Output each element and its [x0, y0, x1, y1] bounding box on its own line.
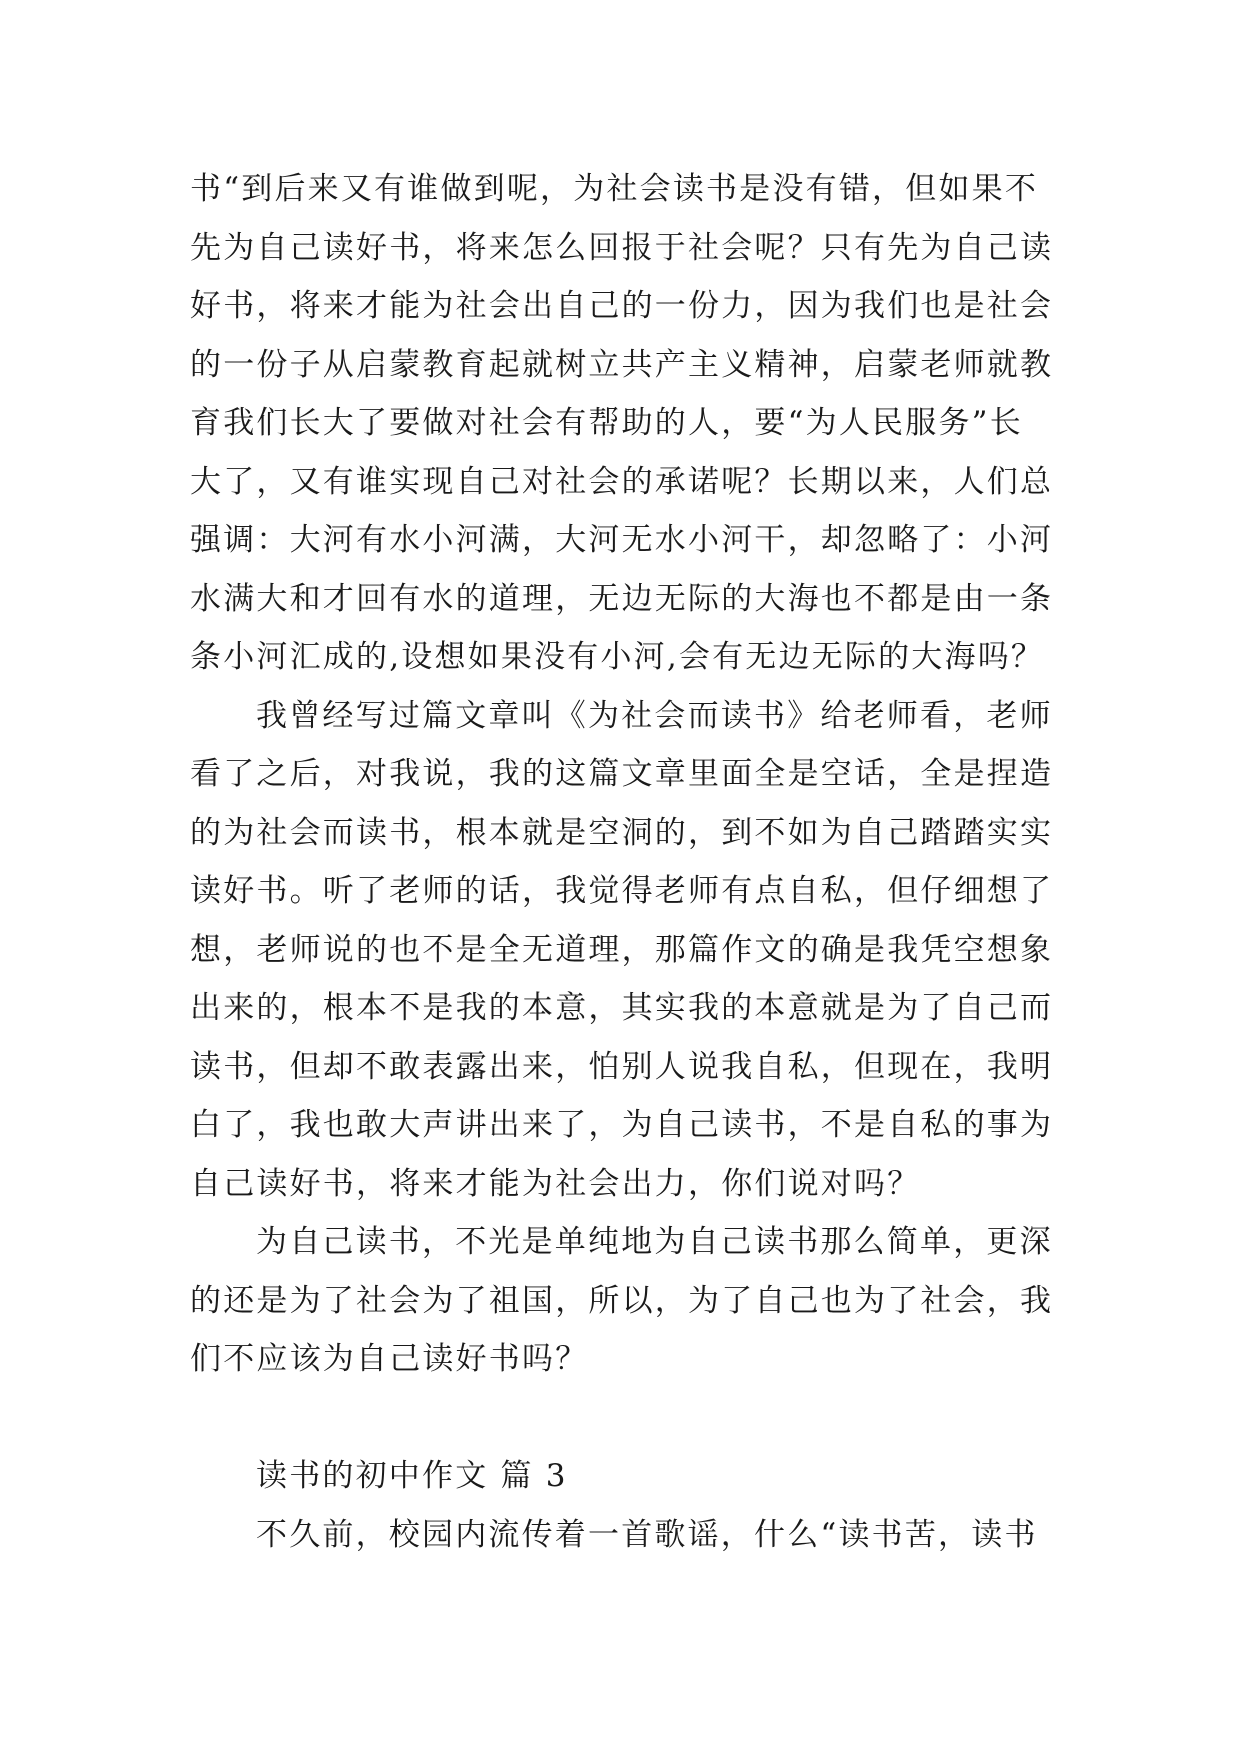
- blank-line: [190, 1389, 1060, 1448]
- section-heading: 读书的初中作文 篇 3: [256, 1458, 568, 1494]
- text-line: 的还是为了社会为了祖国，所以，为了自己也为了社会，我: [190, 1282, 1054, 1319]
- text-line: 读好书。听了老师的话，我觉得老师有点自私，但仔细想了: [190, 873, 1054, 909]
- text-line: 育我们长大了要做对社会有帮助的人，要“为人民服务”长: [190, 405, 1023, 441]
- text-line: 水满大和才回有水的道理，无边无际的大海也不都是由一条: [190, 580, 1054, 617]
- text-line: 的为社会而读书，根本就是空洞的，到不如为自己踏踏实实: [190, 814, 1054, 851]
- text-line: 不久前，校园内流传着一首歌谣，什么“读书苦，读书: [256, 1516, 1038, 1553]
- text-line: 先为自己读好书，将来怎么回报于社会呢？只有先为自己读: [190, 229, 1054, 266]
- text-line: 读书，但却不敢表露出来，怕别人说我自私，但现在，我明: [190, 1048, 1054, 1085]
- text-line: 为自己读书，不光是单纯地为自己读书那么简单，更深: [256, 1224, 1053, 1260]
- paragraph-4: [190, 1506, 1060, 1565]
- text-line: 强调：大河有水小河满，大河无水小河干，却忽略了：小河: [190, 522, 1054, 558]
- text-line: 我曾经写过篇文章叫《为社会而读书》给老师看，老师: [256, 697, 1053, 734]
- text-line: 条小河汇成的,设想如果没有小河,会有无边无际的大海吗？: [190, 639, 1045, 675]
- text-line: 书“到后来又有谁做到呢，为社会读书是没有错，但如果不: [190, 171, 1039, 207]
- text-line: 好书，将来才能为社会出自己的一份力，因为我们也是社会: [190, 288, 1054, 324]
- paragraph-1: [190, 160, 1060, 687]
- essay-body: [190, 160, 1060, 1564]
- paragraph-2: [190, 687, 1060, 1214]
- text-line: 想，老师说的也不是全无道理，那篇作文的确是我凭空想象: [190, 931, 1054, 968]
- text-line: 们不应该为自己读好书吗？: [190, 1341, 589, 1377]
- text-line: 自己读好书，将来才能为社会出力，你们说对吗？: [190, 1165, 921, 1202]
- text-line: 的一份子从启蒙教育起就树立共产主义精神，启蒙老师就教: [190, 346, 1054, 383]
- text-line: 看了之后，对我说，我的这篇文章里面全是空话，全是捏造: [190, 756, 1054, 792]
- paragraph-3: [190, 1213, 1060, 1389]
- text-line: 出来的，根本不是我的本意，其实我的本意就是为了自己而: [190, 990, 1054, 1026]
- text-line: 大了，又有谁实现自己对社会的承诺呢？长期以来，人们总: [190, 463, 1054, 500]
- text-line: 白了，我也敢大声讲出来了，为自己读书，不是自私的事为: [190, 1107, 1054, 1143]
